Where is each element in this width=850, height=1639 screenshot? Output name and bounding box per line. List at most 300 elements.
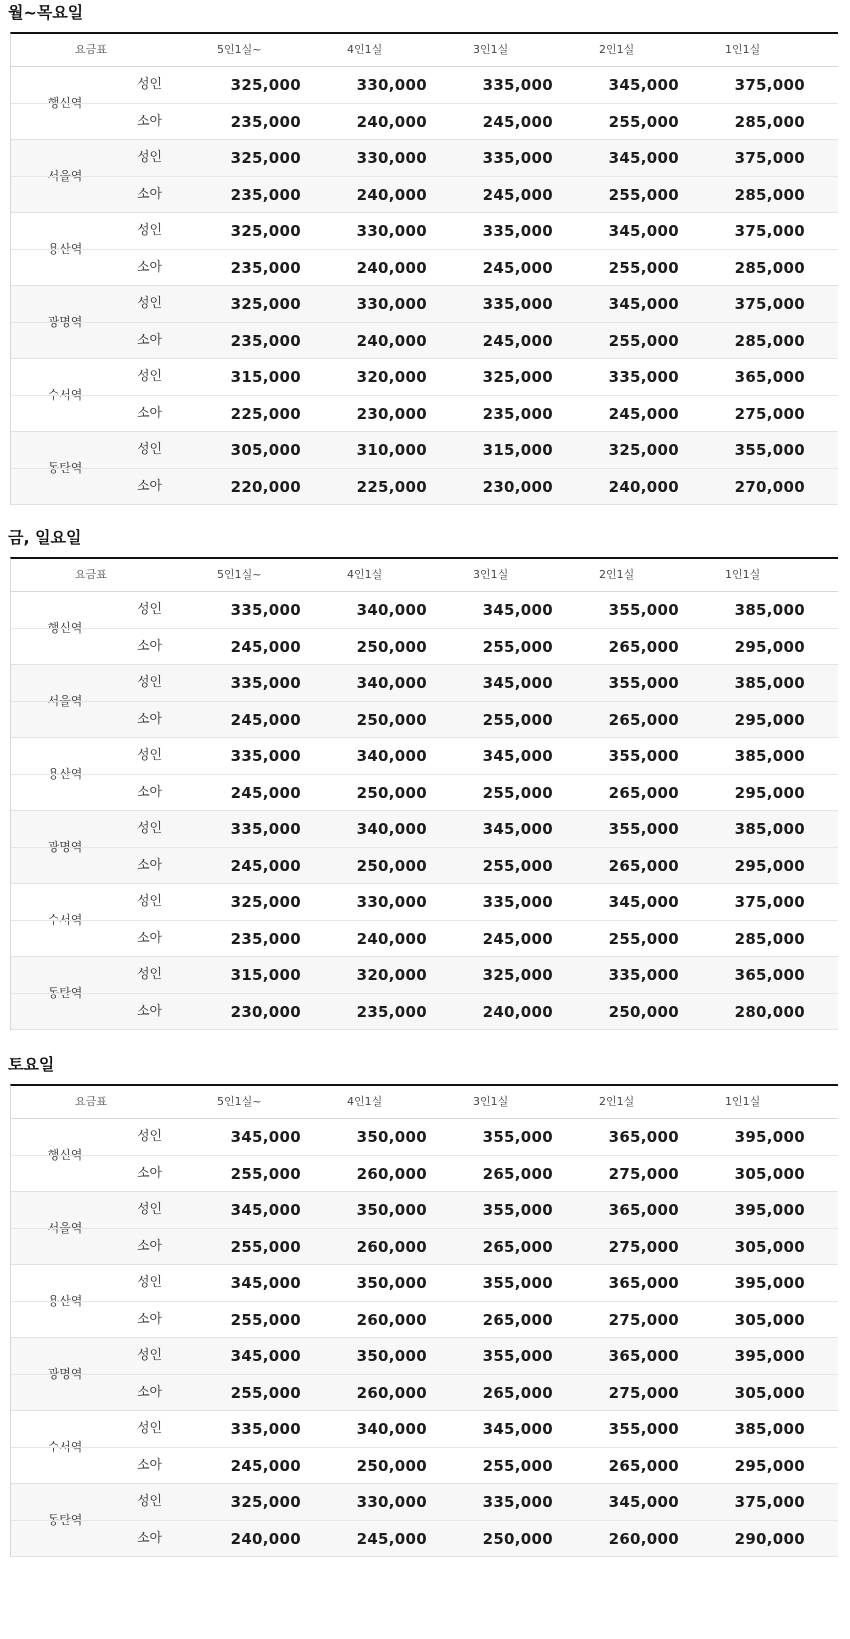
- price-cell: 375,000: [734, 222, 805, 240]
- adult-row: [11, 213, 838, 249]
- child-row: [11, 1155, 838, 1192]
- adult-label: 성인: [137, 821, 163, 836]
- child-label: 소아: [137, 712, 163, 727]
- price-cell: 335,000: [230, 747, 301, 765]
- child-label: 소아: [137, 333, 163, 348]
- price-cell: 345,000: [608, 295, 679, 313]
- price-cell: 245,000: [482, 259, 553, 277]
- price-cell: 260,000: [356, 1165, 427, 1183]
- header-col-5: 5인1실~: [217, 1095, 262, 1108]
- price-cell: 230,000: [230, 1003, 301, 1021]
- price-cell: 255,000: [608, 186, 679, 204]
- price-cell: 235,000: [356, 1003, 427, 1021]
- price-cell: 285,000: [734, 186, 805, 204]
- station-name: 행신역: [47, 1148, 83, 1162]
- price-cell: 325,000: [230, 76, 301, 94]
- price-cell: 245,000: [230, 784, 301, 802]
- price-cell: 240,000: [356, 930, 427, 948]
- price-cell: 315,000: [482, 441, 553, 459]
- price-cell: 355,000: [608, 820, 679, 838]
- child-label: 소아: [137, 639, 163, 654]
- price-cell: 395,000: [734, 1201, 805, 1219]
- price-cell: 345,000: [482, 601, 553, 619]
- adult-label: 성인: [137, 1202, 163, 1217]
- header-col-4: 4인1실: [347, 568, 383, 581]
- adult-row: [11, 884, 838, 920]
- price-cell: 265,000: [482, 1165, 553, 1183]
- child-label: 소아: [137, 1312, 163, 1327]
- price-cell: 365,000: [608, 1347, 679, 1365]
- price-cell: 275,000: [734, 405, 805, 423]
- price-cell: 345,000: [230, 1201, 301, 1219]
- station-group: [11, 1338, 838, 1411]
- station-group: [11, 665, 838, 738]
- price-cell: 250,000: [608, 1003, 679, 1021]
- price-cell: 375,000: [734, 1493, 805, 1511]
- price-cell: 345,000: [482, 747, 553, 765]
- price-cell: 225,000: [230, 405, 301, 423]
- station-group: [11, 213, 838, 286]
- adult-label: 성인: [137, 894, 163, 909]
- station-group: [11, 738, 838, 811]
- price-cell: 325,000: [482, 966, 553, 984]
- adult-label: 성인: [137, 967, 163, 982]
- station-group: [11, 359, 838, 432]
- price-cell: 365,000: [608, 1274, 679, 1292]
- station-name: 행신역: [47, 621, 83, 635]
- station-name: 동탄역: [47, 461, 83, 475]
- price-cell: 345,000: [482, 674, 553, 692]
- child-row: [11, 847, 838, 884]
- price-cell: 325,000: [608, 441, 679, 459]
- station-group: [11, 1265, 838, 1338]
- price-cell: 335,000: [482, 76, 553, 94]
- price-cell: 250,000: [356, 638, 427, 656]
- price-cell: 325,000: [230, 149, 301, 167]
- header-fare-label: 요금표: [75, 568, 107, 581]
- price-cell: 295,000: [734, 784, 805, 802]
- adult-label: 성인: [137, 150, 163, 165]
- adult-row: [11, 1192, 838, 1228]
- price-cell: 265,000: [608, 857, 679, 875]
- price-cell: 240,000: [356, 113, 427, 131]
- price-cell: 355,000: [482, 1128, 553, 1146]
- price-cell: 345,000: [230, 1274, 301, 1292]
- price-cell: 375,000: [734, 893, 805, 911]
- table-header: [11, 34, 838, 67]
- child-row: [11, 395, 838, 432]
- price-cell: 235,000: [230, 113, 301, 131]
- child-label: 소아: [137, 931, 163, 946]
- header-col-2: 2인1실: [599, 1095, 635, 1108]
- price-cell: 265,000: [608, 1457, 679, 1475]
- price-cell: 365,000: [608, 1128, 679, 1146]
- child-label: 소아: [137, 114, 163, 129]
- adult-label: 성인: [137, 1129, 163, 1144]
- adult-label: 성인: [137, 748, 163, 763]
- child-label: 소아: [137, 1458, 163, 1473]
- price-cell: 335,000: [608, 966, 679, 984]
- price-cell: 265,000: [482, 1311, 553, 1329]
- price-cell: 345,000: [608, 76, 679, 94]
- price-cell: 355,000: [608, 1420, 679, 1438]
- header-col-5: 5인1실~: [217, 568, 262, 581]
- station-name: 서울역: [47, 1221, 83, 1235]
- price-cell: 235,000: [482, 405, 553, 423]
- price-cell: 335,000: [230, 820, 301, 838]
- price-cell: 395,000: [734, 1274, 805, 1292]
- child-label: 소아: [137, 1166, 163, 1181]
- table-header: [11, 559, 838, 592]
- station-group: [11, 884, 838, 957]
- price-cell: 285,000: [734, 332, 805, 350]
- price-cell: 235,000: [230, 186, 301, 204]
- price-cell: 355,000: [608, 674, 679, 692]
- station-group: [11, 140, 838, 213]
- price-cell: 230,000: [356, 405, 427, 423]
- price-cell: 350,000: [356, 1128, 427, 1146]
- price-cell: 270,000: [734, 478, 805, 496]
- child-row: [11, 701, 838, 738]
- adult-row: [11, 1484, 838, 1520]
- adult-row: [11, 811, 838, 847]
- station-group: [11, 1192, 838, 1265]
- station-group: [11, 811, 838, 884]
- price-cell: 245,000: [230, 711, 301, 729]
- price-cell: 375,000: [734, 295, 805, 313]
- price-cell: 385,000: [734, 1420, 805, 1438]
- child-label: 소아: [137, 479, 163, 494]
- price-cell: 385,000: [734, 601, 805, 619]
- price-cell: 335,000: [482, 1493, 553, 1511]
- price-cell: 340,000: [356, 601, 427, 619]
- price-cell: 355,000: [482, 1201, 553, 1219]
- adult-row: [11, 359, 838, 395]
- header-col-3: 3인1실: [473, 1095, 509, 1108]
- price-cell: 325,000: [482, 368, 553, 386]
- price-cell: 255,000: [482, 638, 553, 656]
- price-cell: 240,000: [482, 1003, 553, 1021]
- child-row: [11, 774, 838, 811]
- price-cell: 305,000: [230, 441, 301, 459]
- price-cell: 365,000: [734, 368, 805, 386]
- price-cell: 345,000: [482, 1420, 553, 1438]
- adult-row: [11, 957, 838, 993]
- station-group: [11, 1411, 838, 1484]
- station-name: 광명역: [47, 1367, 83, 1381]
- child-label: 소아: [137, 260, 163, 275]
- price-cell: 350,000: [356, 1201, 427, 1219]
- child-label: 소아: [137, 1385, 163, 1400]
- price-cell: 315,000: [230, 966, 301, 984]
- child-label: 소아: [137, 1239, 163, 1254]
- child-row: [11, 1520, 838, 1557]
- price-cell: 240,000: [608, 478, 679, 496]
- price-cell: 245,000: [230, 638, 301, 656]
- adult-label: 성인: [137, 1275, 163, 1290]
- header-col-4: 4인1실: [347, 1095, 383, 1108]
- price-cell: 330,000: [356, 76, 427, 94]
- child-row: [11, 1447, 838, 1484]
- price-cell: 275,000: [608, 1384, 679, 1402]
- station-name: 수서역: [47, 388, 83, 402]
- price-cell: 330,000: [356, 222, 427, 240]
- header-col-4: 4인1실: [347, 43, 383, 56]
- adult-row: [11, 738, 838, 774]
- price-cell: 295,000: [734, 711, 805, 729]
- price-cell: 255,000: [230, 1165, 301, 1183]
- price-cell: 335,000: [608, 368, 679, 386]
- child-label: 소아: [137, 858, 163, 873]
- price-cell: 245,000: [482, 930, 553, 948]
- station-name: 용산역: [47, 1294, 83, 1308]
- price-cell: 275,000: [608, 1165, 679, 1183]
- price-cell: 245,000: [356, 1530, 427, 1548]
- adult-label: 성인: [137, 296, 163, 311]
- price-cell: 295,000: [734, 1457, 805, 1475]
- price-cell: 395,000: [734, 1128, 805, 1146]
- station-name: 서울역: [47, 169, 83, 183]
- price-cell: 305,000: [734, 1384, 805, 1402]
- price-cell: 285,000: [734, 113, 805, 131]
- price-cell: 265,000: [608, 638, 679, 656]
- price-cell: 335,000: [482, 149, 553, 167]
- price-cell: 325,000: [230, 295, 301, 313]
- price-cell: 240,000: [356, 259, 427, 277]
- adult-row: [11, 432, 838, 468]
- price-cell: 230,000: [482, 478, 553, 496]
- adult-row: [11, 1338, 838, 1374]
- price-cell: 365,000: [608, 1201, 679, 1219]
- child-row: [11, 468, 838, 505]
- adult-label: 성인: [137, 77, 163, 92]
- price-cell: 240,000: [356, 332, 427, 350]
- price-cell: 355,000: [482, 1347, 553, 1365]
- price-cell: 385,000: [734, 674, 805, 692]
- adult-row: [11, 1119, 838, 1155]
- price-cell: 255,000: [230, 1311, 301, 1329]
- price-cell: 355,000: [482, 1274, 553, 1292]
- header-fare-label: 요금표: [75, 1095, 107, 1108]
- price-cell: 345,000: [482, 820, 553, 838]
- child-row: [11, 322, 838, 359]
- price-cell: 245,000: [482, 186, 553, 204]
- header-col-1: 1인1실: [725, 43, 761, 56]
- child-row: [11, 176, 838, 213]
- price-cell: 235,000: [230, 259, 301, 277]
- price-cell: 315,000: [230, 368, 301, 386]
- price-cell: 250,000: [356, 784, 427, 802]
- station-group: [11, 592, 838, 665]
- price-cell: 305,000: [734, 1165, 805, 1183]
- station-name: 수서역: [47, 913, 83, 927]
- price-cell: 395,000: [734, 1347, 805, 1365]
- station-group: [11, 1484, 838, 1557]
- price-cell: 335,000: [230, 1420, 301, 1438]
- price-cell: 235,000: [230, 930, 301, 948]
- price-cell: 375,000: [734, 149, 805, 167]
- table-header: [11, 1086, 838, 1119]
- header-col-5: 5인1실~: [217, 43, 262, 56]
- station-name: 서울역: [47, 694, 83, 708]
- station-name: 동탄역: [47, 986, 83, 1000]
- adult-label: 성인: [137, 1348, 163, 1363]
- section-title: 월~목요일: [8, 3, 84, 22]
- station-group: [11, 286, 838, 359]
- price-cell: 335,000: [230, 601, 301, 619]
- child-row: [11, 920, 838, 957]
- price-cell: 255,000: [482, 784, 553, 802]
- price-cell: 265,000: [482, 1238, 553, 1256]
- price-cell: 245,000: [482, 113, 553, 131]
- station-name: 광명역: [47, 315, 83, 329]
- price-cell: 245,000: [230, 857, 301, 875]
- adult-label: 성인: [137, 223, 163, 238]
- child-row: [11, 103, 838, 140]
- price-cell: 255,000: [482, 1457, 553, 1475]
- header-col-1: 1인1실: [725, 568, 761, 581]
- price-cell: 255,000: [608, 332, 679, 350]
- price-cell: 245,000: [608, 405, 679, 423]
- price-cell: 335,000: [230, 674, 301, 692]
- price-cell: 345,000: [608, 222, 679, 240]
- price-cell: 340,000: [356, 747, 427, 765]
- price-cell: 260,000: [356, 1311, 427, 1329]
- station-group: [11, 67, 838, 140]
- price-cell: 385,000: [734, 820, 805, 838]
- price-cell: 225,000: [356, 478, 427, 496]
- price-cell: 260,000: [356, 1238, 427, 1256]
- header-fare-label: 요금표: [75, 43, 107, 56]
- price-cell: 330,000: [356, 893, 427, 911]
- price-cell: 290,000: [734, 1530, 805, 1548]
- price-cell: 345,000: [608, 1493, 679, 1511]
- price-cell: 240,000: [230, 1530, 301, 1548]
- station-name: 용산역: [47, 242, 83, 256]
- adult-label: 성인: [137, 442, 163, 457]
- fare-table: [10, 557, 838, 1030]
- price-cell: 250,000: [356, 857, 427, 875]
- price-cell: 255,000: [230, 1238, 301, 1256]
- price-cell: 250,000: [356, 1457, 427, 1475]
- price-cell: 335,000: [482, 295, 553, 313]
- header-col-2: 2인1실: [599, 43, 635, 56]
- price-cell: 285,000: [734, 930, 805, 948]
- price-cell: 385,000: [734, 747, 805, 765]
- price-cell: 325,000: [230, 222, 301, 240]
- adult-row: [11, 1411, 838, 1447]
- price-cell: 245,000: [230, 1457, 301, 1475]
- child-label: 소아: [137, 187, 163, 202]
- price-cell: 325,000: [230, 1493, 301, 1511]
- price-cell: 345,000: [608, 893, 679, 911]
- child-row: [11, 628, 838, 665]
- section-title: 금, 일요일: [8, 528, 82, 547]
- price-cell: 375,000: [734, 76, 805, 94]
- station-group: [11, 1119, 838, 1192]
- price-cell: 350,000: [356, 1347, 427, 1365]
- adult-label: 성인: [137, 675, 163, 690]
- price-cell: 260,000: [608, 1530, 679, 1548]
- child-row: [11, 1301, 838, 1338]
- adult-row: [11, 665, 838, 701]
- adult-label: 성인: [137, 602, 163, 617]
- price-cell: 350,000: [356, 1274, 427, 1292]
- adult-row: [11, 286, 838, 322]
- price-cell: 245,000: [482, 332, 553, 350]
- station-group: [11, 957, 838, 1030]
- price-cell: 310,000: [356, 441, 427, 459]
- price-cell: 345,000: [608, 149, 679, 167]
- price-cell: 280,000: [734, 1003, 805, 1021]
- adult-label: 성인: [137, 1494, 163, 1509]
- price-cell: 265,000: [608, 711, 679, 729]
- adult-row: [11, 1265, 838, 1301]
- price-cell: 240,000: [356, 186, 427, 204]
- station-name: 동탄역: [47, 1513, 83, 1527]
- header-col-1: 1인1실: [725, 1095, 761, 1108]
- child-row: [11, 1374, 838, 1411]
- price-cell: 305,000: [734, 1238, 805, 1256]
- price-cell: 345,000: [230, 1347, 301, 1365]
- price-cell: 250,000: [356, 711, 427, 729]
- price-cell: 325,000: [230, 893, 301, 911]
- price-cell: 365,000: [734, 966, 805, 984]
- price-cell: 255,000: [608, 113, 679, 131]
- price-cell: 335,000: [482, 222, 553, 240]
- child-label: 소아: [137, 1004, 163, 1019]
- price-cell: 345,000: [230, 1128, 301, 1146]
- price-cell: 285,000: [734, 259, 805, 277]
- price-cell: 265,000: [608, 784, 679, 802]
- price-cell: 340,000: [356, 1420, 427, 1438]
- station-name: 수서역: [47, 1440, 83, 1454]
- child-label: 소아: [137, 785, 163, 800]
- price-cell: 220,000: [230, 478, 301, 496]
- station-name: 행신역: [47, 96, 83, 110]
- adult-row: [11, 140, 838, 176]
- price-cell: 255,000: [482, 711, 553, 729]
- price-cell: 320,000: [356, 966, 427, 984]
- price-cell: 295,000: [734, 638, 805, 656]
- price-cell: 255,000: [230, 1384, 301, 1402]
- price-cell: 255,000: [482, 857, 553, 875]
- header-col-2: 2인1실: [599, 568, 635, 581]
- child-label: 소아: [137, 1531, 163, 1546]
- price-cell: 260,000: [356, 1384, 427, 1402]
- price-cell: 340,000: [356, 674, 427, 692]
- station-group: [11, 432, 838, 505]
- station-name: 용산역: [47, 767, 83, 781]
- price-cell: 330,000: [356, 1493, 427, 1511]
- price-cell: 355,000: [608, 747, 679, 765]
- adult-label: 성인: [137, 1421, 163, 1436]
- adult-row: [11, 592, 838, 628]
- price-cell: 330,000: [356, 295, 427, 313]
- fare-table: [10, 32, 838, 505]
- header-col-3: 3인1실: [473, 43, 509, 56]
- price-cell: 355,000: [734, 441, 805, 459]
- price-cell: 255,000: [608, 930, 679, 948]
- price-cell: 295,000: [734, 857, 805, 875]
- price-cell: 330,000: [356, 149, 427, 167]
- fare-table: [10, 1084, 838, 1557]
- price-cell: 265,000: [482, 1384, 553, 1402]
- price-cell: 340,000: [356, 820, 427, 838]
- price-cell: 320,000: [356, 368, 427, 386]
- price-cell: 355,000: [608, 601, 679, 619]
- adult-row: [11, 67, 838, 103]
